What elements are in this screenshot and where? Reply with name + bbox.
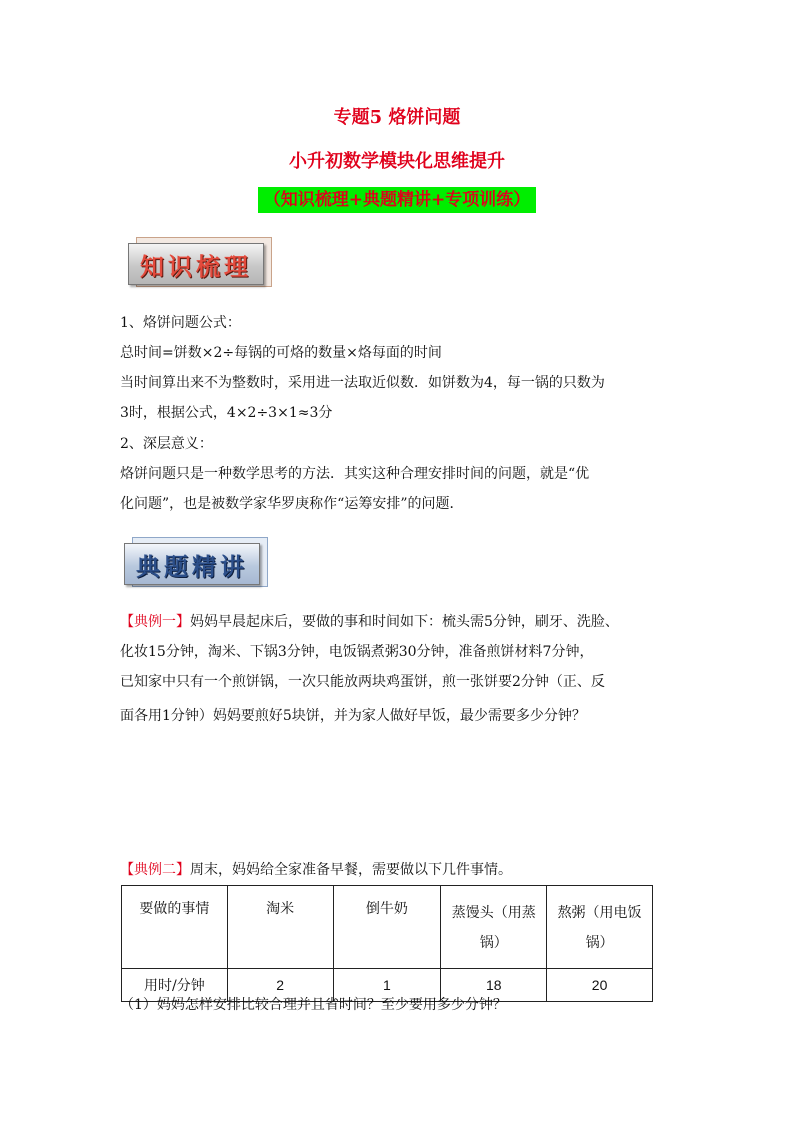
example2-question-1: （1）妈妈怎样安排比较合理并且省时间？至少要用多少分钟？ [120, 997, 507, 1013]
knowledge-line-4: 3时，根据公式，4×2÷3×1≈3分 [120, 405, 333, 421]
badge-face [124, 543, 260, 585]
document-tagline: （知识梳理+典题精讲+专项训练） [258, 187, 537, 213]
table-cell: 2 [227, 969, 333, 1002]
tasks-table [121, 885, 653, 1002]
knowledge-line-5: 2、深层意义： [120, 436, 213, 452]
knowledge-badge-label: 知识梳理 [140, 251, 252, 281]
example1-line-4: 面各用1分钟）妈妈要煎好5块饼，并为家人做好早饭，最少需要多少分钟？ [120, 708, 586, 724]
example1-tag: 【典例一】 [120, 614, 190, 630]
table-header-cell: 淘米 [227, 886, 333, 969]
knowledge-line-7: 化问题”，也是被数学家华罗庚称作“运筹安排”的问题． [120, 496, 464, 512]
table-cell: 18 [441, 969, 547, 1002]
table-header-cell: 熬粥（用电饭锅） [547, 886, 653, 969]
example1-line-1 [120, 612, 619, 632]
badge-face [128, 243, 264, 285]
example1-line-2: 化妆15分钟，淘米、下锅3分钟，电饭锅煮粥30分钟，准备煎饼材料7分钟， [120, 644, 594, 660]
example1-text-1: 妈妈早晨起床后，要做的事和时间如下：梳头需5分钟，刷牙、洗脸、 [190, 614, 619, 630]
knowledge-line-3: 当时间算出来不为整数时，采用进一法取近似数．如饼数为4，每一锅的只数为 [120, 375, 605, 391]
knowledge-line-6: 烙饼问题只是一种数学思考的方法．其实这种合理安排时间的问题，就是“优 [120, 466, 590, 482]
example2-intro: 周末，妈妈给全家准备早餐，需要做以下几件事情。 [190, 862, 512, 878]
document-subtitle: 小升初数学模块化思维提升 [289, 151, 505, 172]
example2-line-1 [120, 860, 512, 880]
table-cell: 1 [333, 969, 441, 1002]
table-cell: 20 [547, 969, 653, 1002]
examples-badge-label: 典题精讲 [136, 551, 248, 581]
table-header-cell: 倒牛奶 [333, 886, 441, 969]
table-header-cell: 蒸馒头（用蒸锅） [441, 886, 547, 969]
example2-tag: 【典例二】 [120, 862, 190, 878]
knowledge-line-2: 总时间=饼数×2÷每锅的可烙的数量×烙每面的时间 [120, 345, 442, 361]
table-header-cell: 要做的事情 [122, 886, 228, 969]
document-title: 专题5 烙饼问题 [333, 107, 461, 128]
table-row [122, 886, 653, 969]
example1-line-3: 已知家中只有一个煎饼锅，一次只能放两块鸡蛋饼，煎一张饼要2分钟（正、反 [120, 674, 605, 690]
examples-section-badge [124, 537, 268, 587]
tagline-wrap [0, 187, 794, 213]
table-cell: 用时/分钟 [122, 969, 228, 1002]
knowledge-section-badge [128, 237, 272, 287]
knowledge-line-1: 1、烙饼问题公式： [120, 315, 241, 331]
